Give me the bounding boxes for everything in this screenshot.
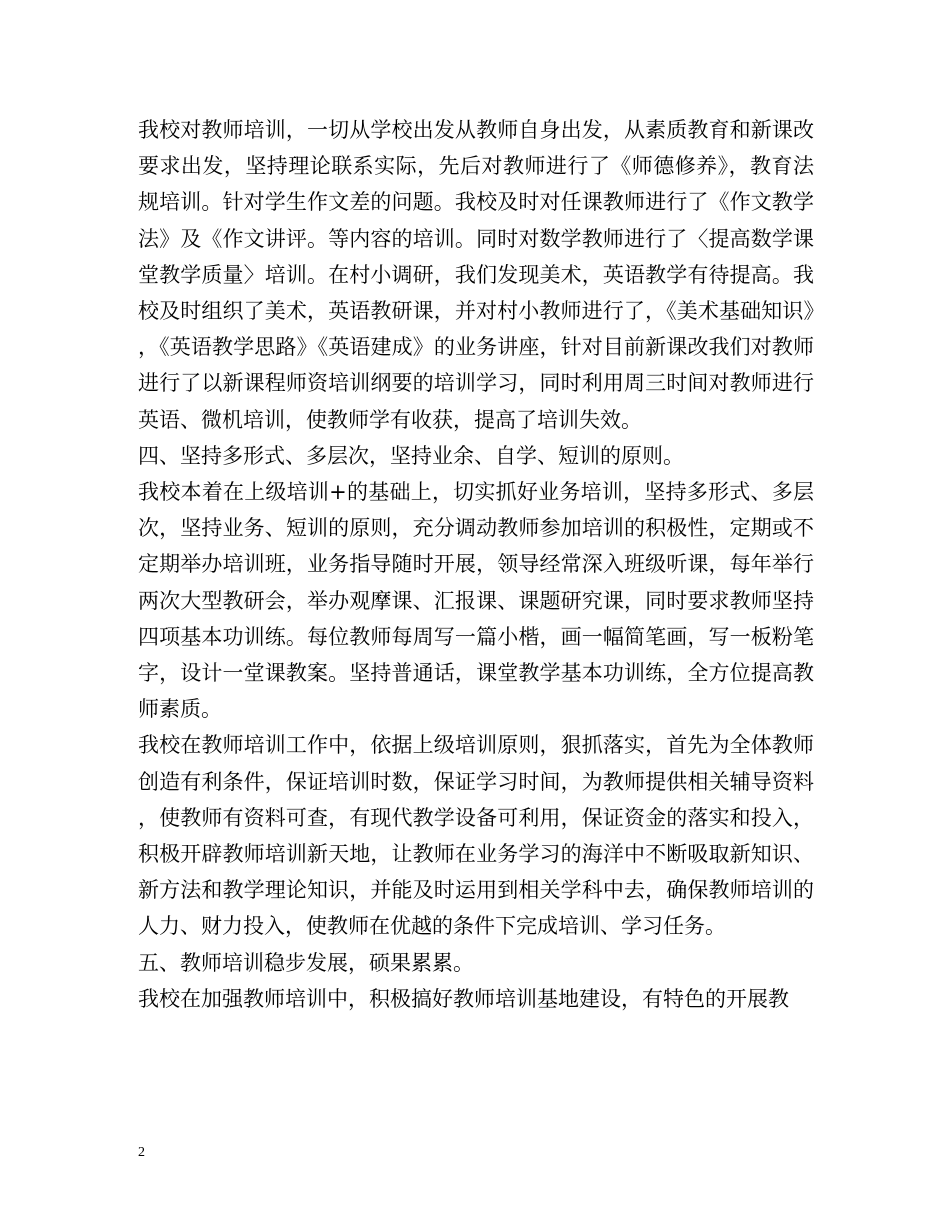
document-body (138, 112, 814, 1017)
paragraph-training-overview: 我校对教师培训，一切从学校出发从教师自身出发，从素质教育和新课改要求出发，坚持理论联系实际，先后对教师进行了《师德修养》，教育法规培训。针对学生作文差的问题。我校及时对任课教师进行了《作文教学法》及《作文讲评。等内容的培训。同时对数学教师进行了〈提高数学课堂教学质量〉培训。在村小调研，我们发现美术，英语教学有待提高。我校及时组织了美术，英语教研课，并对村小教师进行了，《美术基础知识》，《英语教学思路》《英语建成》的业务讲座，针对目前新课改我们对教师进行了以新课程师资培训纲要的培训学习，同时利用周三时间对教师进行英语、微机培训，使教师学有收获，提高了培训失效。 (138, 118, 814, 432)
heading-section-four: 四、坚持多形式、多层次，坚持业余、自学、短训的原则。 (138, 443, 684, 468)
paragraph-training-base: 我校在加强教师培训中，积极搞好教师培训基地建设，有特色的开展教 (138, 986, 789, 1011)
paragraph-multi-form-training: 我校本着在上级培训+的基础上，切实抓好业务培训，坚持多形式、多层次，坚持业务、短训的原则，充分调动教师参加培训的积极性，定期或不定期举办培训班，业务指导随时开展，领导经常深入班级听课，每年举行两次大型教研会，举办观摩课、汇报课、课题研究课，同时要求教师坚持四项基本功训练。每位教师每周写一篇小楷，画一幅简笔画，写一板粉笔字，设计一堂课教案。坚持普通话，课堂教学基本功训练，全方位提高教师素质。 (138, 480, 814, 722)
page-number: 2 (138, 1145, 145, 1160)
paragraph-implementation: 我校在教师培训工作中，依据上级培训原则，狠抓落实，首先为全体教师创造有利条件，保证培训时数，保证学习时间，为教师提供相关辅导资料，使教师有资料可查，有现代教学设备可利用，保证资金的落实和投入，积极开辟教师培训新天地，让教师在业务学习的海洋中不断吸取新知识、新方法和教学理论知识，并能及时运用到相关学科中去，确保教师培训的人力、财力投入，使教师在优越的条件下完成培训、学习任务。 (138, 733, 814, 939)
heading-section-five: 五、教师培训稳步发展，硕果累累。 (138, 950, 474, 975)
